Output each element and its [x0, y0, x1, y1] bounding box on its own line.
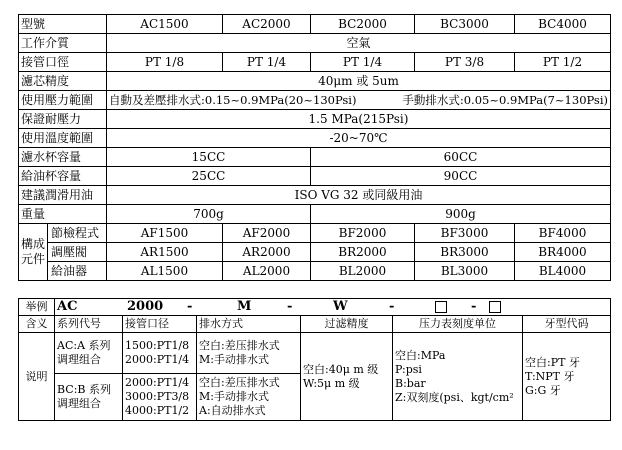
filter-row — [19, 72, 611, 91]
thread-code-line: G:G 牙 — [525, 383, 561, 397]
gauge-code-line: Z:双刻度(psi、kgt/cm² — [395, 390, 514, 404]
component-cell: AL1500 — [107, 262, 223, 281]
header-cell: 含义 — [19, 316, 55, 333]
port-b-line: 4000:PT1/2 — [125, 404, 190, 417]
drain-b-line: 空白:差压排水式 — [199, 376, 280, 389]
weight-value: 900g — [311, 205, 611, 224]
example-dash: - — [187, 299, 193, 314]
filter-code-cell — [301, 333, 393, 421]
proof-row — [19, 110, 611, 129]
weight-row — [19, 205, 611, 224]
oil-value: ISO VG 32 或同級用油 — [107, 186, 611, 205]
port-row — [19, 53, 611, 72]
component-cell: AR2000 — [223, 243, 311, 262]
component-label-cell — [19, 224, 107, 281]
series-b-cell — [55, 374, 123, 421]
model-cell: BC2000 — [311, 15, 415, 34]
component-cell: BR4000 — [515, 243, 611, 262]
component-name: 節檢程式 — [48, 224, 106, 243]
example-dash: - — [287, 299, 293, 314]
medium-value: 空氣 — [107, 34, 611, 53]
port-cell: PT 3/8 — [415, 53, 515, 72]
header-cell: 压力表刻度单位 — [393, 316, 523, 333]
port-cell: PT 1/8 — [107, 53, 223, 72]
component-label-2: 元件 — [20, 252, 45, 266]
oil-row — [19, 186, 611, 205]
port-b-line: 2000:PT1/4 — [125, 376, 190, 389]
component-cell: BF2000 — [311, 224, 415, 243]
weight-label: 重量 — [19, 205, 107, 224]
drain-b-line: A:自动排水式 — [199, 404, 266, 417]
component-name: 調壓閥 — [48, 243, 106, 262]
group-a-row — [19, 333, 611, 374]
component-row — [19, 262, 611, 281]
oil-label: 建議潤滑用油 — [19, 186, 107, 205]
proof-value: 1.5 MPa(215Psi) — [107, 110, 611, 129]
model-cell: AC1500 — [107, 15, 223, 34]
filter-cup-value: 15CC — [107, 148, 311, 167]
order-code-table — [18, 298, 611, 421]
port-cell: PT 1/4 — [311, 53, 415, 72]
gauge-code-box — [435, 301, 447, 313]
filter-cup-value: 60CC — [311, 148, 611, 167]
series-a-line: AC:A 系列 — [57, 339, 111, 352]
gauge-code-line: B:bar — [395, 376, 426, 390]
example-dash: - — [471, 299, 477, 314]
port-b-line: 3000:PT3/8 — [125, 390, 190, 403]
component-cell: BR2000 — [311, 243, 415, 262]
oil-cup-value: 90CC — [311, 167, 611, 186]
oil-cup-value: 25CC — [107, 167, 311, 186]
drain-a-line: M:手动排水式 — [199, 353, 269, 366]
component-cell: BL2000 — [311, 262, 415, 281]
example-drain: M — [237, 299, 252, 314]
pressure-auto: 自動及差壓排水式:0.15~0.9MPa(20~130Psi) — [109, 93, 357, 107]
header-row — [19, 316, 611, 333]
component-label-1: 構成 — [20, 237, 45, 251]
component-cell: BL4000 — [515, 262, 611, 281]
drain-a-cell — [197, 333, 301, 374]
example-port: 2000 — [127, 299, 164, 314]
example-series: AC — [57, 299, 78, 314]
component-row — [19, 224, 611, 243]
thread-code-cell — [523, 333, 611, 421]
drain-a-line: 空白:差压排水式 — [199, 339, 280, 352]
header-cell: 牙型代码 — [523, 316, 611, 333]
oil-cup-label: 給油杯容量 — [19, 167, 107, 186]
port-cell: PT 1/2 — [515, 53, 611, 72]
proof-label: 保證耐壓力 — [19, 110, 107, 129]
model-cell: BC3000 — [415, 15, 515, 34]
component-cell: BR3000 — [415, 243, 515, 262]
temp-row — [19, 129, 611, 148]
thread-code-line: T:NPT 牙 — [525, 369, 575, 383]
spec-table — [18, 14, 611, 281]
filter-cup-label: 濾水杯容量 — [19, 148, 107, 167]
model-cell: AC2000 — [223, 15, 311, 34]
model-row — [19, 15, 611, 34]
filter-code-line: 空白:40μ m 级 — [303, 362, 379, 376]
header-cell: 排水方式 — [197, 316, 301, 333]
example-dash: - — [389, 299, 395, 314]
example-filter: W — [333, 299, 348, 314]
component-cell: BF3000 — [415, 224, 515, 243]
drain-b-line: M:手动排水式 — [199, 390, 269, 403]
ports-a-cell — [123, 333, 197, 374]
filter-label: 濾芯精度 — [19, 72, 107, 91]
header-cell: 系列代号 — [55, 316, 123, 333]
component-row — [19, 243, 611, 262]
gauge-code-cell — [393, 333, 523, 421]
filter-cup-row — [19, 148, 611, 167]
temp-value: -20~70℃ — [107, 129, 611, 148]
ports-b-cell — [123, 374, 197, 421]
model-label: 型號 — [19, 15, 107, 34]
filter-value: 40μm 或 5um — [107, 72, 611, 91]
thread-code-box — [489, 301, 501, 313]
port-a-line: 1500:PT1/8 — [125, 339, 190, 352]
component-cell: AF1500 — [107, 224, 223, 243]
temp-label: 使用溫度範圍 — [19, 129, 107, 148]
header-cell: 过滤精度 — [301, 316, 393, 333]
series-a-line: 调理组合 — [57, 353, 101, 366]
explain-label: 说明 — [19, 333, 55, 421]
medium-row — [19, 34, 611, 53]
series-a-cell — [55, 333, 123, 374]
component-cell: AF2000 — [223, 224, 311, 243]
oil-cup-row — [19, 167, 611, 186]
component-cell: AR1500 — [107, 243, 223, 262]
example-row — [19, 299, 611, 316]
component-cell: BF4000 — [515, 224, 611, 243]
weight-value: 700g — [107, 205, 311, 224]
example-code — [55, 299, 611, 316]
component-cell: AL2000 — [223, 262, 311, 281]
pressure-manual: 手動排水式:0.05~0.9MPa(7~130Psi) — [402, 93, 608, 107]
pressure-label: 使用壓力範圍 — [19, 91, 107, 110]
component-cell: BL3000 — [415, 262, 515, 281]
header-cell: 接管口径 — [123, 316, 197, 333]
port-label: 接管口徑 — [19, 53, 107, 72]
port-a-line: 2000:PT1/4 — [125, 353, 190, 366]
thread-code-line: 空白:PT 牙 — [525, 355, 580, 369]
filter-code-line: W:5μ m 级 — [303, 376, 360, 390]
gauge-code-line: P:psi — [395, 362, 422, 376]
component-name: 給油器 — [51, 264, 88, 278]
port-cell: PT 1/4 — [223, 53, 311, 72]
series-b-line: 调理组合 — [57, 397, 101, 410]
series-b-line: BC:B 系列 — [57, 383, 111, 396]
pressure-value — [107, 91, 611, 110]
medium-label: 工作介質 — [19, 34, 107, 53]
gauge-code-line: 空白:MPa — [395, 348, 446, 362]
example-label: 举例 — [19, 299, 55, 316]
pressure-row — [19, 91, 611, 110]
model-cell: BC4000 — [515, 15, 611, 34]
drain-b-cell — [197, 374, 301, 421]
